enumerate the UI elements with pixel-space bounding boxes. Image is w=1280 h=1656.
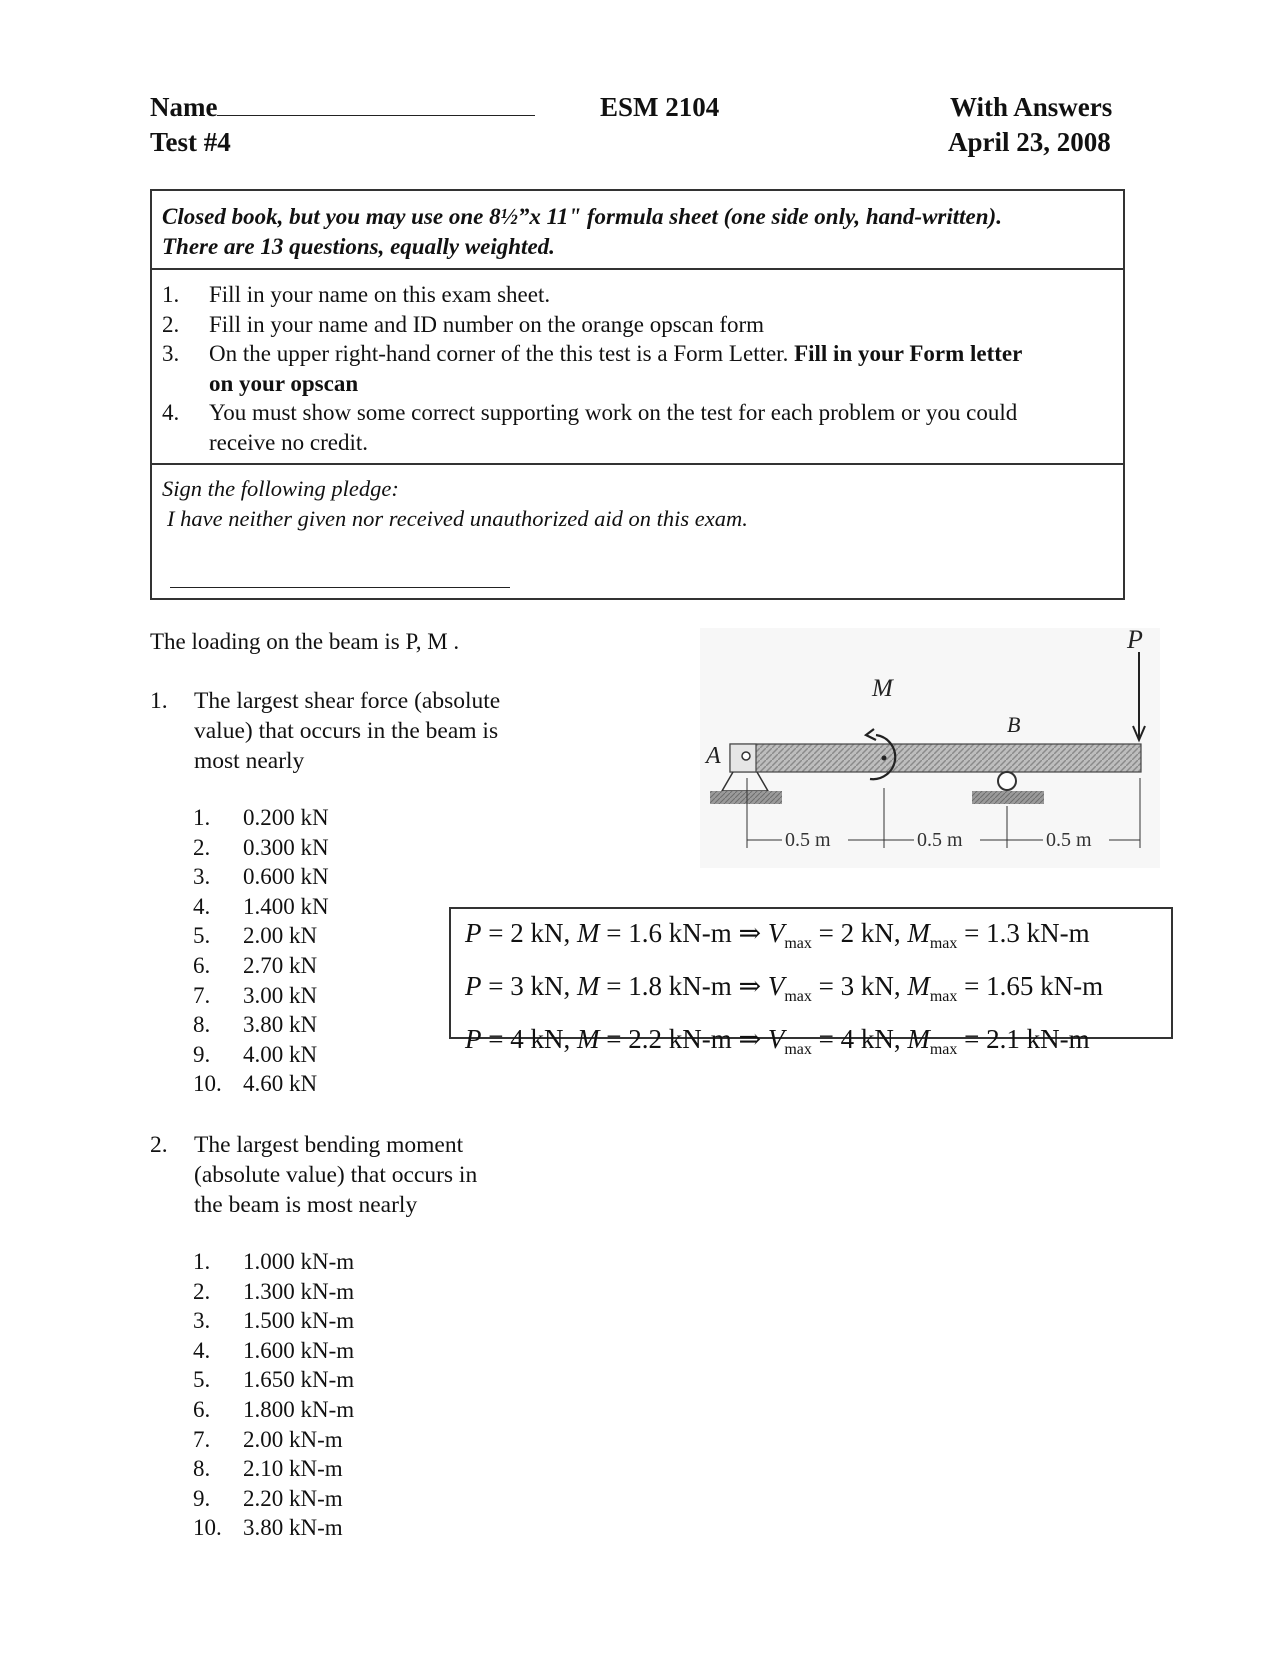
instruction-item-continued: receive no credit.: [209, 429, 368, 455]
answer-option[interactable]: 6. 2.70 kN: [193, 952, 318, 978]
answer-option[interactable]: 1. 0.200 kN: [193, 805, 329, 830]
pledge-section: [152, 465, 1123, 598]
instruction-box: [150, 189, 1125, 600]
instruction-list: [152, 270, 1123, 465]
question-1-options: [193, 803, 329, 1099]
ground-b: [972, 791, 1044, 804]
notice-line-1: Closed book, but you may use one 8½”x 11" formula sheet (one side only, hand-written).: [162, 204, 1002, 229]
answer-option[interactable]: 8. 2.10 kN-m: [193, 1456, 343, 1482]
answer-option[interactable]: 5. 1.650 kN-m: [193, 1367, 355, 1393]
answer-option[interactable]: 2. 1.300 kN-m: [193, 1278, 355, 1304]
answer-option[interactable]: 4. 1.600 kN-m: [193, 1337, 355, 1363]
label-p: P: [1127, 628, 1143, 654]
answer-option[interactable]: 9. 4.00 kN: [193, 1041, 318, 1067]
instruction-item-continued: [162, 369, 1113, 399]
roller-b: [998, 772, 1016, 790]
instruction-item: 3. On the upper right-hand corner of the this test is a Form Letter. Fill in your Form letter: [162, 341, 1023, 366]
version-label: With Answers: [950, 92, 1113, 122]
question-number: 1.: [150, 688, 168, 714]
pledge-title: Sign the following pledge:: [162, 476, 399, 501]
question-2: [150, 1130, 570, 1225]
signature-line[interactable]: [170, 587, 510, 588]
exam-notice: [152, 191, 1123, 270]
answer-option[interactable]: 7. 3.00 kN: [193, 982, 318, 1008]
answer-option[interactable]: 1. 1.000 kN-m: [193, 1249, 355, 1274]
question-2-options: [193, 1247, 354, 1543]
name-label: Name: [150, 92, 218, 122]
instruction-item: 1. Fill in your name on this exam sheet.: [162, 282, 551, 307]
answer-option[interactable]: 2. 0.300 kN: [193, 834, 329, 860]
name-blank-line[interactable]: [217, 90, 535, 116]
ground-a: [710, 791, 782, 804]
dim-label: 0.5 m: [1046, 829, 1092, 851]
course-code: ESM 2104: [600, 92, 720, 122]
answer-option[interactable]: 3. 1.500 kN-m: [193, 1308, 355, 1334]
exam-date: April 23, 2008: [948, 127, 1111, 157]
notice-line-2: There are 13 questions, equally weighted.: [162, 234, 555, 259]
answer-option[interactable]: 10. 4.60 kN: [193, 1071, 318, 1097]
moment-point: [882, 756, 887, 761]
question-number: 2.: [150, 1132, 168, 1158]
question-1: [150, 686, 570, 781]
beam-figure: [700, 628, 1160, 868]
test-number: Test #4: [150, 127, 231, 157]
label-a: A: [706, 743, 721, 769]
beam: [730, 744, 1141, 772]
instruction-item: 4. You must show some correct supporting work on the test for each problem or you could: [162, 400, 1018, 425]
instruction-emphasis: on your opscan: [209, 370, 359, 396]
answer-line: P = 3 kN, M = 1.8 kN-m ⇒ $V_{max} = 3$ kN, $M_{max} = 1.65$ kN-m: [465, 971, 1104, 1005]
question-text: The largest shear force (absolute value) that occurs in the beam is most nearly: [194, 688, 501, 774]
pledge-text: I have neither given nor received unauthorized aid on this exam.: [167, 506, 748, 531]
answer-option[interactable]: 3. 0.600 kN: [193, 864, 329, 890]
dim-label: 0.5 m: [785, 829, 831, 851]
pin-a: [742, 752, 750, 760]
instruction-item: 2. Fill in your name and ID number on the orange opscan form: [162, 311, 765, 337]
name-field: [150, 90, 535, 124]
loading-statement: The loading on the beam is P, M .: [150, 629, 460, 654]
answer-option[interactable]: 6. 1.800 kN-m: [193, 1396, 355, 1422]
answer-line: P = 4 kN, M = 2.2 kN-m ⇒ $V_{max} = 4$ kN, $M_{max} = 2.1$ kN-m: [465, 1024, 1090, 1058]
answer-option[interactable]: 7. 2.00 kN-m: [193, 1426, 343, 1452]
answer-option[interactable]: 8. 3.80 kN: [193, 1012, 318, 1038]
answer-option[interactable]: 9. 2.20 kN-m: [193, 1485, 343, 1511]
answer-line: P = 2 kN, M = 1.6 kN-m ⇒ $V_{max} = 2$ kN, $M_{max} = 1.3$ kN-m: [465, 918, 1090, 952]
label-b: B: [1007, 712, 1021, 737]
answer-key-box: [449, 907, 1173, 1058]
answer-option[interactable]: 4. 1.400 kN: [193, 893, 329, 919]
dim-label: 0.5 m: [917, 829, 963, 851]
answer-option[interactable]: 5. 2.00 kN: [193, 923, 318, 949]
answer-option[interactable]: 10. 3.80 kN-m: [193, 1515, 343, 1541]
question-text: The largest bending moment (absolute value) that occurs in the beam is most nearly: [194, 1132, 478, 1218]
label-m: M: [872, 675, 893, 702]
instruction-emphasis: Fill in your Form letter: [794, 341, 1023, 366]
